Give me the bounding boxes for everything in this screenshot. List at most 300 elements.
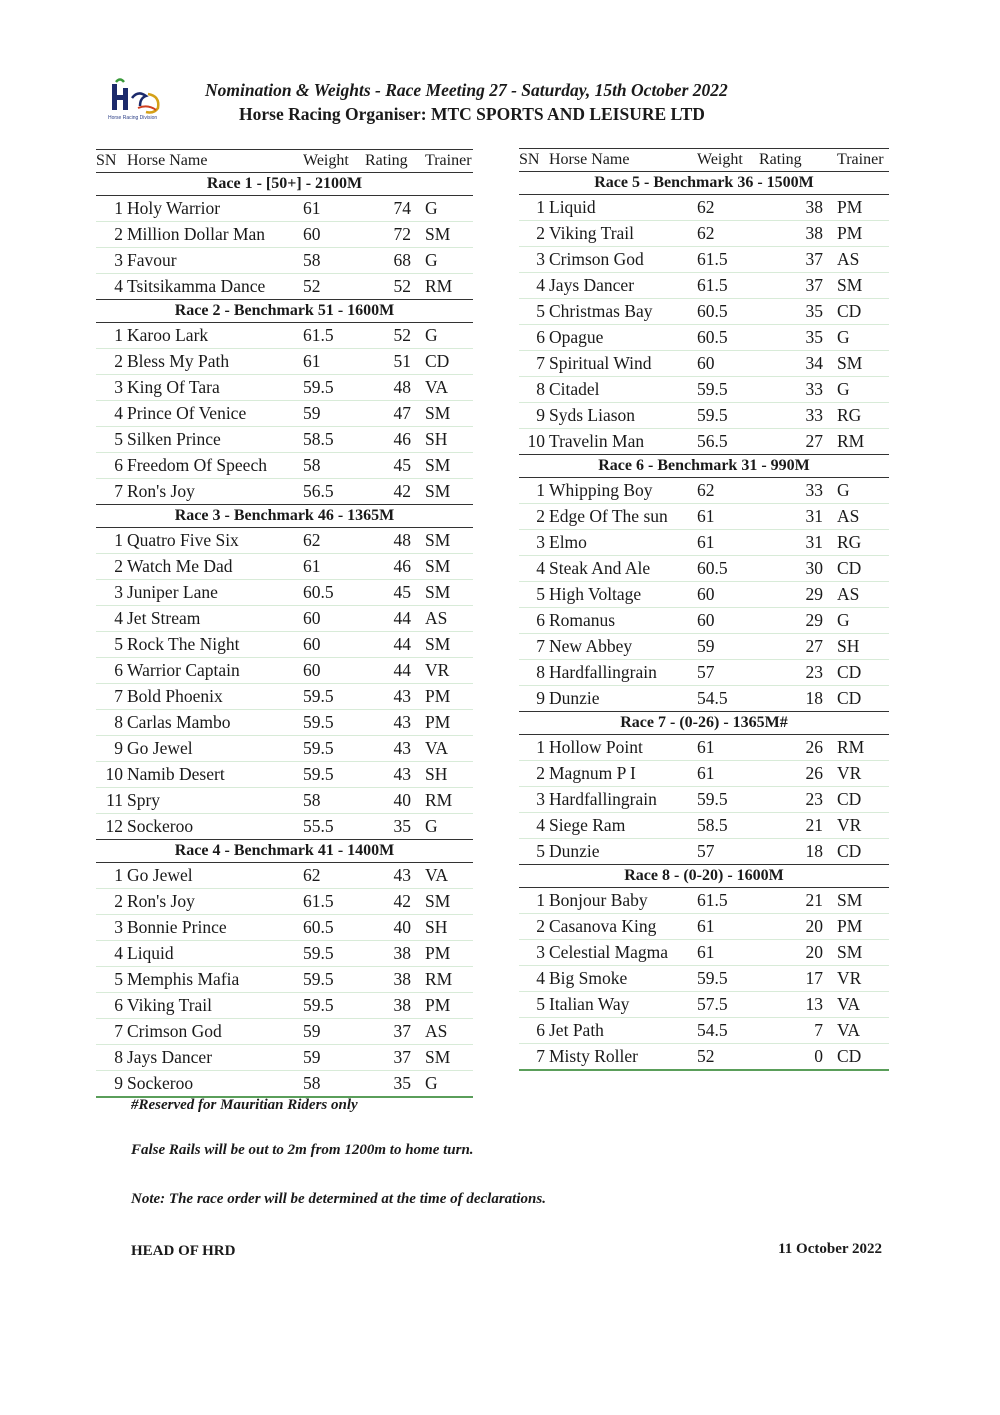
entry-sn: 4 — [519, 813, 549, 839]
table-row — [96, 554, 473, 580]
horse-trainer: AS — [823, 504, 889, 530]
table-row — [519, 195, 889, 221]
horse-trainer: VR — [823, 813, 889, 839]
entry-sn: 2 — [519, 221, 549, 247]
horse-name: Whipping Boy — [549, 478, 697, 504]
horse-weight: 59.5 — [303, 941, 365, 967]
horse-trainer: CD — [823, 686, 889, 712]
horse-name: Hardfallingrain — [549, 660, 697, 686]
horse-name: Magnum P I — [549, 761, 697, 787]
horse-rating: 40 — [365, 915, 411, 941]
table-row — [96, 274, 473, 300]
horse-weight: 60 — [303, 658, 365, 684]
entry-sn: 2 — [96, 889, 127, 915]
horse-weight: 59 — [303, 1019, 365, 1045]
entry-sn: 2 — [96, 222, 127, 248]
horse-trainer: G — [823, 377, 889, 403]
horse-trainer: CD — [823, 839, 889, 865]
horse-rating: 42 — [365, 479, 411, 505]
table-row — [96, 528, 473, 554]
reserved-note: #Reserved for Mauritian Riders only — [131, 1097, 358, 1113]
entry-sn: 3 — [519, 530, 549, 556]
horse-trainer: PM — [823, 195, 889, 221]
horse-name: Casanova King — [549, 914, 697, 940]
horse-name: Bonjour Baby — [549, 888, 697, 914]
horse-trainer: VA — [411, 736, 473, 762]
horse-name: Juniper Lane — [127, 580, 303, 606]
entry-sn: 7 — [519, 634, 549, 660]
horse-name: Siege Ram — [549, 813, 697, 839]
horse-weight: 58.5 — [697, 813, 759, 839]
table-row — [519, 582, 889, 608]
horse-rating: 46 — [365, 554, 411, 580]
horse-trainer: PM — [411, 993, 473, 1019]
page-title: Nomination & Weights - Race Meeting 27 - Saturday, 15th October 2022 — [205, 80, 728, 100]
horse-trainer: SM — [411, 632, 473, 658]
horse-trainer: AS — [411, 606, 473, 632]
horse-weight: 59 — [303, 1045, 365, 1071]
table-row — [519, 634, 889, 660]
horse-weight: 61 — [697, 504, 759, 530]
entry-sn: 7 — [519, 1044, 549, 1071]
horse-weight: 59.5 — [303, 684, 365, 710]
table-row — [96, 1045, 473, 1071]
entry-sn: 10 — [519, 429, 549, 455]
horse-trainer: VA — [411, 863, 473, 889]
horse-name: Viking Trail — [127, 993, 303, 1019]
entry-sn: 4 — [519, 273, 549, 299]
horse-weight: 54.5 — [697, 1018, 759, 1044]
entry-sn: 6 — [519, 608, 549, 634]
horse-rating: 74 — [365, 196, 411, 222]
horse-weight: 60.5 — [697, 556, 759, 582]
horse-weight: 59.5 — [697, 787, 759, 813]
entry-sn: 6 — [96, 658, 127, 684]
horse-name: Carlas Mambo — [127, 710, 303, 736]
horse-trainer: SM — [823, 273, 889, 299]
table-row — [519, 273, 889, 299]
table-row — [96, 323, 473, 349]
table-row — [519, 351, 889, 377]
horse-weight: 57 — [697, 660, 759, 686]
horse-trainer: G — [411, 1071, 473, 1098]
entry-sn: 1 — [519, 888, 549, 914]
horse-rating: 38 — [759, 195, 823, 221]
horse-rating: 51 — [365, 349, 411, 375]
table-row — [519, 325, 889, 351]
horse-name: Viking Trail — [549, 221, 697, 247]
table-row — [96, 710, 473, 736]
table-row — [96, 222, 473, 248]
horse-rating: 18 — [759, 686, 823, 712]
column-header-weight: Weight — [303, 152, 349, 169]
horse-rating: 38 — [365, 993, 411, 1019]
horse-name: Edge Of The sun — [549, 504, 697, 530]
table-row — [519, 914, 889, 940]
entry-sn: 1 — [96, 863, 127, 889]
horse-weight: 61 — [697, 914, 759, 940]
entry-sn: 1 — [96, 528, 127, 554]
column-header-row — [96, 150, 473, 173]
entry-sn: 4 — [519, 966, 549, 992]
horse-name: Rock The Night — [127, 632, 303, 658]
table-row — [96, 1019, 473, 1045]
table-row — [96, 941, 473, 967]
horse-rating: 35 — [365, 1071, 411, 1098]
entry-sn: 7 — [96, 684, 127, 710]
horse-weight: 61 — [303, 554, 365, 580]
race-order-note: Note: The race order will be determined at the time of declarations. — [131, 1191, 546, 1207]
table-row — [519, 966, 889, 992]
horse-name: Watch Me Dad — [127, 554, 303, 580]
entry-sn: 8 — [519, 377, 549, 403]
horse-name: Warrior Captain — [127, 658, 303, 684]
horse-weight: 60 — [697, 351, 759, 377]
horse-rating: 33 — [759, 377, 823, 403]
horse-trainer: SH — [823, 634, 889, 660]
table-row — [519, 735, 889, 761]
horse-trainer: RM — [411, 274, 473, 300]
horse-weight: 58 — [303, 1071, 365, 1098]
horse-trainer: CD — [823, 1044, 889, 1071]
entry-sn: 2 — [519, 761, 549, 787]
horse-rating: 35 — [759, 325, 823, 351]
race-title: Race 8 - (0-20) - 1600M — [624, 867, 784, 884]
race-header-row — [96, 173, 473, 196]
table-row — [519, 940, 889, 966]
horse-weight: 61 — [303, 196, 365, 222]
horse-weight: 61.5 — [697, 888, 759, 914]
horse-rating: 26 — [759, 761, 823, 787]
horse-weight: 61.5 — [303, 889, 365, 915]
table-row — [96, 632, 473, 658]
horse-name: Syds Liason — [549, 403, 697, 429]
entry-sn: 11 — [96, 788, 127, 814]
horse-trainer: CD — [823, 299, 889, 325]
table-row — [96, 375, 473, 401]
table-row — [96, 889, 473, 915]
horse-trainer: SM — [823, 888, 889, 914]
entry-sn: 10 — [96, 762, 127, 788]
horse-trainer: PM — [823, 221, 889, 247]
horse-trainer: SM — [823, 940, 889, 966]
horse-rating: 68 — [365, 248, 411, 274]
horse-name: Spry — [127, 788, 303, 814]
race-table-left — [96, 149, 473, 1098]
table-row — [519, 478, 889, 504]
table-row — [519, 813, 889, 839]
column-header-trainer: Trainer — [425, 152, 472, 169]
horse-weight: 57 — [697, 839, 759, 865]
horse-rating: 37 — [365, 1019, 411, 1045]
column-header-rating: Rating — [365, 152, 408, 169]
horse-weight: 56.5 — [303, 479, 365, 505]
horse-weight: 60.5 — [303, 915, 365, 941]
horse-weight: 62 — [697, 221, 759, 247]
horse-trainer: PM — [411, 941, 473, 967]
horse-name: Spiritual Wind — [549, 351, 697, 377]
horse-name: Crimson God — [549, 247, 697, 273]
horse-name: Favour — [127, 248, 303, 274]
table-row — [96, 349, 473, 375]
horse-name: Freedom Of Speech — [127, 453, 303, 479]
horse-weight: 59 — [697, 634, 759, 660]
page-subtitle: Horse Racing Organiser: MTC SPORTS AND LEISURE LTD — [239, 104, 705, 124]
horse-weight: 61.5 — [303, 323, 365, 349]
horse-rating: 48 — [365, 375, 411, 401]
race-title: Race 3 - Benchmark 46 - 1365M — [174, 507, 395, 524]
entry-sn: 6 — [96, 453, 127, 479]
horse-name: Misty Roller — [549, 1044, 697, 1071]
horse-name: Million Dollar Man — [127, 222, 303, 248]
horse-name: Jet Stream — [127, 606, 303, 632]
entry-sn: 2 — [519, 914, 549, 940]
horse-rating: 18 — [759, 839, 823, 865]
entry-sn: 5 — [519, 582, 549, 608]
horse-name: Citadel — [549, 377, 697, 403]
horse-rating: 45 — [365, 453, 411, 479]
entry-sn: 9 — [519, 403, 549, 429]
horse-trainer: CD — [823, 787, 889, 813]
horse-trainer: SM — [411, 1045, 473, 1071]
horse-trainer: RM — [411, 967, 473, 993]
horse-rating: 26 — [759, 735, 823, 761]
horse-name: Jet Path — [549, 1018, 697, 1044]
table-row — [96, 684, 473, 710]
entry-sn: 4 — [96, 274, 127, 300]
horse-weight: 62 — [697, 478, 759, 504]
horse-trainer: SM — [411, 580, 473, 606]
entry-sn: 5 — [519, 839, 549, 865]
table-row — [96, 814, 473, 840]
table-row — [519, 403, 889, 429]
horse-rating: 38 — [365, 941, 411, 967]
horse-name: Prince Of Venice — [127, 401, 303, 427]
horse-weight: 59.5 — [697, 377, 759, 403]
horse-weight: 59.5 — [303, 375, 365, 401]
horse-rating: 0 — [759, 1044, 823, 1071]
horse-weight: 61 — [697, 940, 759, 966]
table-row — [96, 606, 473, 632]
horse-rating: 31 — [759, 504, 823, 530]
horse-rating: 35 — [759, 299, 823, 325]
horse-name: New Abbey — [549, 634, 697, 660]
race-header-row — [96, 840, 473, 863]
entry-sn: 2 — [519, 504, 549, 530]
horse-rating: 29 — [759, 582, 823, 608]
horse-rating: 13 — [759, 992, 823, 1018]
horse-rating: 20 — [759, 914, 823, 940]
horse-weight: 60.5 — [303, 580, 365, 606]
horse-weight: 59.5 — [303, 736, 365, 762]
signature-label: HEAD OF HRD — [131, 1243, 236, 1259]
horse-trainer: SM — [411, 528, 473, 554]
horse-trainer: G — [411, 248, 473, 274]
horse-rating: 29 — [759, 608, 823, 634]
entry-sn: 7 — [96, 479, 127, 505]
horse-weight: 61.5 — [697, 247, 759, 273]
horse-trainer: SH — [411, 762, 473, 788]
horse-trainer: SH — [411, 915, 473, 941]
table-row — [519, 299, 889, 325]
horse-rating: 44 — [365, 658, 411, 684]
horse-weight: 62 — [303, 528, 365, 554]
entry-sn: 3 — [96, 375, 127, 401]
horse-rating: 37 — [759, 247, 823, 273]
table-row — [519, 888, 889, 914]
entry-sn: 8 — [519, 660, 549, 686]
entry-sn: 5 — [96, 967, 127, 993]
horse-name: Go Jewel — [127, 863, 303, 889]
entry-sn: 4 — [519, 556, 549, 582]
entry-sn: 8 — [96, 710, 127, 736]
entry-sn: 7 — [519, 351, 549, 377]
entry-sn: 5 — [519, 299, 549, 325]
horse-rating: 43 — [365, 762, 411, 788]
entry-sn: 9 — [96, 1071, 127, 1098]
horse-trainer: RM — [823, 429, 889, 455]
horse-rating: 43 — [365, 736, 411, 762]
horse-trainer: SH — [411, 427, 473, 453]
column-header-row — [519, 149, 889, 172]
race-title: Race 1 - [50+] - 2100M — [206, 175, 363, 192]
entry-sn: 8 — [96, 1045, 127, 1071]
table-row — [519, 429, 889, 455]
horse-rating: 38 — [759, 221, 823, 247]
horse-trainer: VA — [823, 992, 889, 1018]
table-row — [519, 660, 889, 686]
table-row — [519, 504, 889, 530]
horse-rating: 46 — [365, 427, 411, 453]
horse-name: Bless My Path — [127, 349, 303, 375]
horse-name: Silken Prince — [127, 427, 303, 453]
column-header-rating: Rating — [759, 151, 802, 168]
horse-weight: 52 — [303, 274, 365, 300]
horse-name: King Of Tara — [127, 375, 303, 401]
horse-rating: 72 — [365, 222, 411, 248]
horse-trainer: G — [823, 478, 889, 504]
column-header-weight: Weight — [697, 151, 743, 168]
logo-caption: Horse Racing Division — [108, 115, 158, 121]
horse-trainer: PM — [411, 684, 473, 710]
horse-trainer: CD — [411, 349, 473, 375]
horse-rating: 33 — [759, 478, 823, 504]
horse-trainer: AS — [823, 247, 889, 273]
horse-trainer: RM — [411, 788, 473, 814]
horse-trainer: RM — [823, 735, 889, 761]
table-row — [96, 993, 473, 1019]
table-row — [96, 967, 473, 993]
table-row — [96, 863, 473, 889]
race-table-right — [519, 148, 889, 1071]
table-row — [519, 839, 889, 865]
entry-sn: 6 — [519, 1018, 549, 1044]
horse-weight: 59.5 — [697, 403, 759, 429]
table-row — [96, 427, 473, 453]
entry-sn: 3 — [96, 580, 127, 606]
table-row — [96, 658, 473, 684]
entry-sn: 2 — [96, 554, 127, 580]
race-title: Race 5 - Benchmark 36 - 1500M — [594, 174, 814, 191]
horse-trainer: G — [823, 325, 889, 351]
entry-sn: 1 — [519, 735, 549, 761]
entry-sn: 4 — [96, 401, 127, 427]
table-row — [96, 401, 473, 427]
horse-rating: 37 — [759, 273, 823, 299]
horse-rating: 45 — [365, 580, 411, 606]
table-row — [96, 1071, 473, 1098]
entry-sn: 9 — [96, 736, 127, 762]
horse-name: Bold Phoenix — [127, 684, 303, 710]
horse-trainer: SM — [411, 401, 473, 427]
horse-name: High Voltage — [549, 582, 697, 608]
horse-rating: 17 — [759, 966, 823, 992]
horse-weight: 59.5 — [303, 993, 365, 1019]
horse-weight: 60 — [303, 632, 365, 658]
entry-sn: 4 — [96, 606, 127, 632]
horse-rating: 30 — [759, 556, 823, 582]
table-row — [96, 736, 473, 762]
table-row — [519, 608, 889, 634]
horse-name: Go Jewel — [127, 736, 303, 762]
horse-trainer: SM — [411, 889, 473, 915]
horse-rating: 37 — [365, 1045, 411, 1071]
horse-rating: 43 — [365, 710, 411, 736]
table-row — [96, 580, 473, 606]
horse-trainer: RG — [823, 530, 889, 556]
column-header-name: Horse Name — [127, 152, 208, 169]
horse-weight: 57.5 — [697, 992, 759, 1018]
horse-trainer: VR — [823, 761, 889, 787]
horse-weight: 62 — [303, 863, 365, 889]
race-header-row — [519, 455, 889, 478]
horse-name: Christmas Bay — [549, 299, 697, 325]
table-row — [519, 1044, 889, 1071]
horse-trainer: PM — [823, 914, 889, 940]
horse-trainer: G — [411, 814, 473, 840]
horse-weight: 60 — [303, 222, 365, 248]
horse-name: Karoo Lark — [127, 323, 303, 349]
entry-sn: 6 — [519, 325, 549, 351]
horse-rating: 38 — [365, 967, 411, 993]
horse-name: Romanus — [549, 608, 697, 634]
horse-weight: 59.5 — [303, 762, 365, 788]
horse-rating: 44 — [365, 606, 411, 632]
column-header-sn: SN — [96, 152, 117, 169]
horse-weight: 59.5 — [697, 966, 759, 992]
entry-sn: 5 — [96, 427, 127, 453]
horse-name: Bonnie Prince — [127, 915, 303, 941]
horse-trainer: CD — [823, 556, 889, 582]
entry-sn: 1 — [96, 323, 127, 349]
horse-name: Holy Warrior — [127, 196, 303, 222]
horse-trainer: G — [411, 196, 473, 222]
horse-name: Italian Way — [549, 992, 697, 1018]
entry-sn: 1 — [519, 195, 549, 221]
entry-sn: 4 — [96, 941, 127, 967]
horse-name: Liquid — [549, 195, 697, 221]
horse-rating: 35 — [365, 814, 411, 840]
horse-name: Crimson God — [127, 1019, 303, 1045]
entry-sn: 1 — [96, 196, 127, 222]
table-row — [96, 453, 473, 479]
horse-weight: 60 — [303, 606, 365, 632]
horse-rating: 42 — [365, 889, 411, 915]
horse-rating: 23 — [759, 787, 823, 813]
entry-sn: 3 — [519, 940, 549, 966]
false-rails-note: False Rails will be out to 2m from 1200m to home turn. — [131, 1142, 474, 1158]
horse-trainer: G — [823, 608, 889, 634]
